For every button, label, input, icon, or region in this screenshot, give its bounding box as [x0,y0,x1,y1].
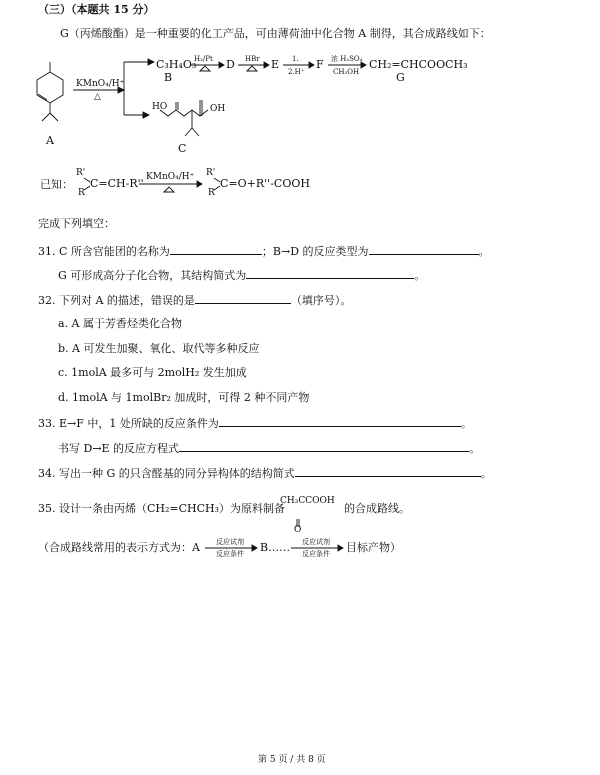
known-product: C=O+R''-COOH [220,177,310,190]
c-ho-label: HO [152,102,168,112]
known-r1: R' [76,168,86,178]
q31-blank-polymer[interactable] [246,267,414,279]
known-r3: R' [206,168,216,178]
q33-line2 [58,440,480,456]
q34-line [38,465,492,481]
known-label: 已知： [40,178,73,191]
c-oh-label: OH [210,104,226,114]
reagent-a: KMnO₄/H⁺ [76,79,125,89]
branch-lines [124,59,154,118]
section-title: （三）（本题共 15 分） [38,3,155,16]
q31-line1 [38,243,490,259]
q33-part-a-end: 。 [460,417,472,430]
q34-text: 34. 写出一种 G 的只含醛基的同分异构体的结构简式 [38,467,295,480]
route-arrow1-bottom: 反应条件 [216,550,244,558]
q33-part-b: 书写 D→E 的反应方程式 [58,442,180,455]
route-note-middle: B…… [260,541,291,554]
reagent-f-g-top: 浓 H₂SO₄ [331,55,363,63]
label-e: E [271,58,280,71]
q33-part-a: 33. E→F 中，1 处所缺的反应条件为 [38,417,219,430]
known-reagent: KMnO₄/H⁺ [146,172,195,182]
reagent-f-g-bottom: CH₃OH [333,68,360,76]
q31-line2 [58,267,425,283]
formula-b: C₃H₄O₃ [156,58,197,71]
reagent-d-e: HBr [245,55,260,63]
q31-blank-functional-group[interactable] [170,243,262,255]
q33-blank-equation[interactable] [179,440,469,452]
q31-part-d: G 可形成高分子化合物，其结构简式为 [58,269,247,282]
route-arrow1-top: 反应试剂 [216,538,244,546]
label-f: F [316,58,324,71]
label-b: B [164,71,173,84]
known-r2: R [78,188,85,198]
q32-option-a: a. A 属于芳香烃类化合物 [58,317,182,330]
reagent-e-f-bottom: 2.H⁺ [288,68,305,76]
q35-target-formula: CH₃CCOOH [280,496,335,506]
q32-option-d: d. 1molA 与 1molBr₂ 加成时，可得 2 种不同产物 [58,391,310,404]
formula-g: CH₂=CHCOOCH₃ [369,58,468,71]
q31-part-a: 31. C 所含官能团的名称为 [38,245,170,258]
q31-blank-reaction-type[interactable] [369,243,479,255]
label-g: G [396,71,405,84]
compound-a-structure [37,62,63,121]
q32-end: （填序号）。 [290,294,352,307]
intro-text: G（丙烯酸酯）是一种重要的化工产品，可由薄荷油中化合物 A 制得，其合成路线如下： [60,27,491,40]
reagent-b-d: H₂/Pt [194,55,213,63]
q35-part-a: 35. 设计一条由丙烯（CH₂=CHCH₃）为原料制备 [38,502,286,515]
q35-carbonyl-o: O [294,525,302,535]
q34-end: 。 [480,467,492,480]
route-arrow2-bottom: 反应条件 [302,550,330,558]
label-d: D [226,58,235,71]
q32-option-c: c. 1molA 最多可与 2molH₂ 发生加成 [58,366,247,379]
q34-blank[interactable] [295,465,481,477]
q35-part-b: 的合成路线。 [344,502,410,515]
q32-blank[interactable] [195,292,291,304]
arrow-d-to-e [238,62,269,71]
page-footer: 第 5 页 / 共 8 页 [258,755,326,765]
q31-part-e: 。 [414,269,426,282]
label-a: A [46,134,54,147]
route-arrow2-top: 反应试剂 [302,538,330,546]
known-reactant: C=CH-R'' [90,177,144,190]
q33-blank-condition[interactable] [219,415,461,427]
q31-part-c: 。 [478,245,490,258]
heat-symbol-a: △ [94,92,101,102]
q31-part-b: ；B→D 的反应类型为 [261,245,369,258]
q32-line [38,292,351,308]
fill-in-instruction: 完成下列填空： [38,217,115,230]
route-note-prefix: （合成路线常用的表示方式为：A [38,541,200,554]
q33-part-b-end: 。 [469,442,481,455]
reagent-e-f-top: 1. [292,55,299,63]
q33-line1 [38,415,472,431]
label-c: C [178,142,187,155]
known-r4: R [208,188,215,198]
q32-text: 32. 下列对 A 的描述，错误的是 [38,294,195,307]
route-note-suffix: 目标产物） [346,541,401,554]
q32-option-b: b. A 可发生加聚、氧化、取代等多种反应 [58,342,260,355]
